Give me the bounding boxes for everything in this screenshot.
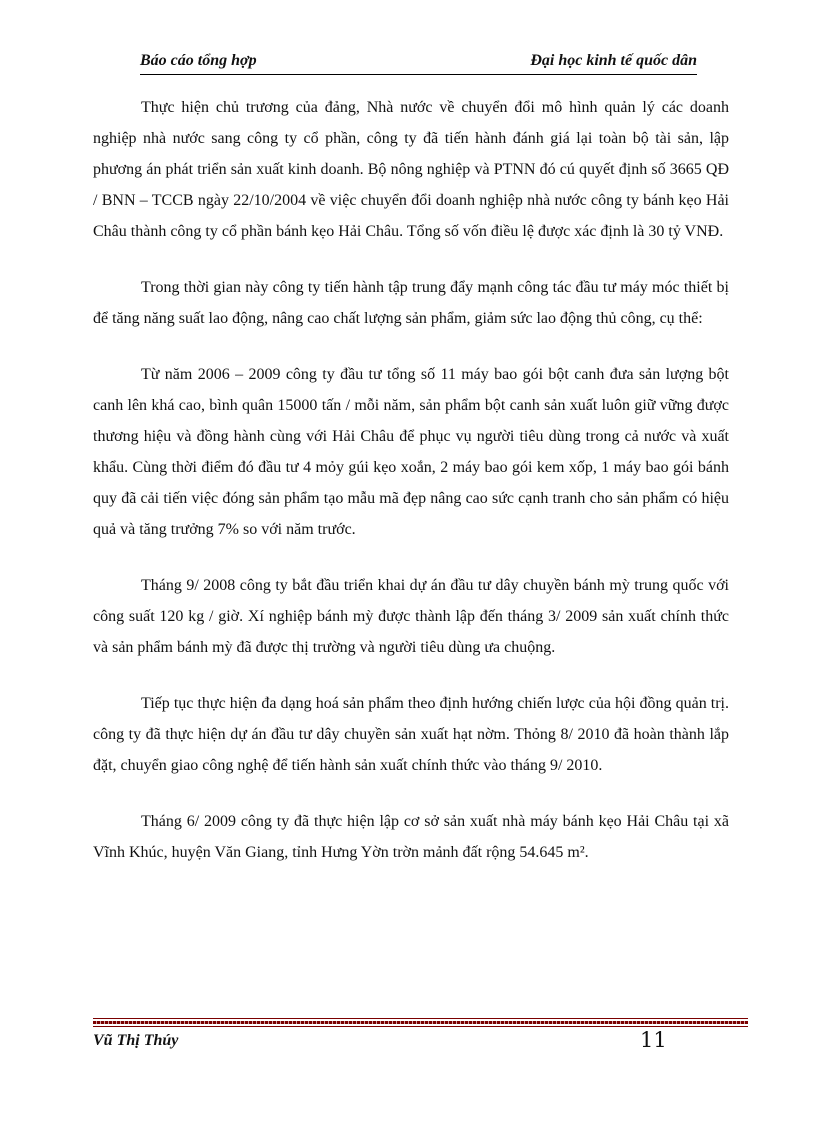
paragraph-new-factory: Tháng 6/ 2009 công ty đã thực hiện lập cơ sở sản xuất nhà máy bánh kẹo Hải Châu tại xã Vĩnh Khúc, huyện Văn Giang, tỉnh Hưng Yờn trờn mảnh đất rộng 54.645 m². xyxy=(93,813,729,861)
header-report-title: Báo cáo tổng hợp xyxy=(140,52,257,69)
paragraph-investment-intro: Trong thời gian này công ty tiến hành tập trung đẩy mạnh công tác đầu tư máy móc thiết bị để tăng năng suất lao động, nâng cao chất lượng sản phẩm, giảm sức lao động thủ công, cụ thể: xyxy=(93,279,729,327)
paragraph-packaging-machines: Từ năm 2006 – 2009 công ty đầu tư tổng số 11 máy bao gói bột canh đưa sản lượng bột canh lên khá cao, bình quân 15000 tấn / mỗi năm, sản phẩm bột canh sản xuất luôn giữ vững được thương hiệu và đồng hành cùng với Hải Châu để phục vụ người tiêu dùng trong cả nước và xuất khẩu. Cùng thời điểm đó đầu tư 4 mỏy gúi kẹo xoắn, 2 máy bao gói kem xốp, 1 máy bao gói bánh quy đã cải tiến việc đóng sản phẩm tạo mẫu mã đẹp nâng cao sức cạnh tranh cho sản phẩm có hiệu quả và tăng trưởng 7% so với năm trước. xyxy=(93,366,729,538)
footer-rule xyxy=(93,1018,748,1028)
document-body xyxy=(93,92,729,893)
footer-author: Vũ Thị Thúy xyxy=(93,1032,179,1049)
paragraph-seasoning-line: Tiếp tục thực hiện đa dạng hoá sản phẩm theo định hướng chiến lược của hội đồng quản trị. công ty đã thực hiện dự án đầu tư dây chuyền sản xuất hạt nờm. Thỏng 8/ 2010 đã hoàn thành lắp đặt, chuyển giao công nghệ để tiến hành sản xuất chính thức vào tháng 9/ 2010. xyxy=(93,695,729,774)
header-university: Đại học kinh tế quốc dân xyxy=(530,52,697,69)
page-number: 11 xyxy=(640,1028,667,1052)
header-rule xyxy=(140,74,697,75)
paragraph-bread-line: Tháng 9/ 2008 công ty bắt đầu triển khai dự án đầu tư dây chuyền bánh mỳ trung quốc với công suất 120 kg / giờ. Xí nghiệp bánh mỳ được thành lập đến tháng 3/ 2009 sản xuất chính thức và sản phẩm bánh mỳ đã được thị trường và người tiêu dùng ưa chuộng. xyxy=(93,577,729,656)
paragraph-equitization: Thực hiện chủ trương của đảng, Nhà nước về chuyển đổi mô hình quản lý các doanh nghiệp nhà nước sang công ty cổ phần, công ty đã tiến hành đánh giá lại toàn bộ tài sản, lập phương án phát triển sản xuất kinh doanh. Bộ nông nghiệp và PTNN đó cú quyết định số 3665 QĐ / BNN – TCCB ngày 22/10/2004 về việc chuyển đổi doanh nghiệp nhà nước công ty bánh kẹo Hải Châu thành công ty cổ phần bánh kẹo Hải Châu. Tổng số vốn điều lệ được xác định là 30 tỷ VNĐ. xyxy=(93,99,729,240)
page-header xyxy=(140,50,697,76)
